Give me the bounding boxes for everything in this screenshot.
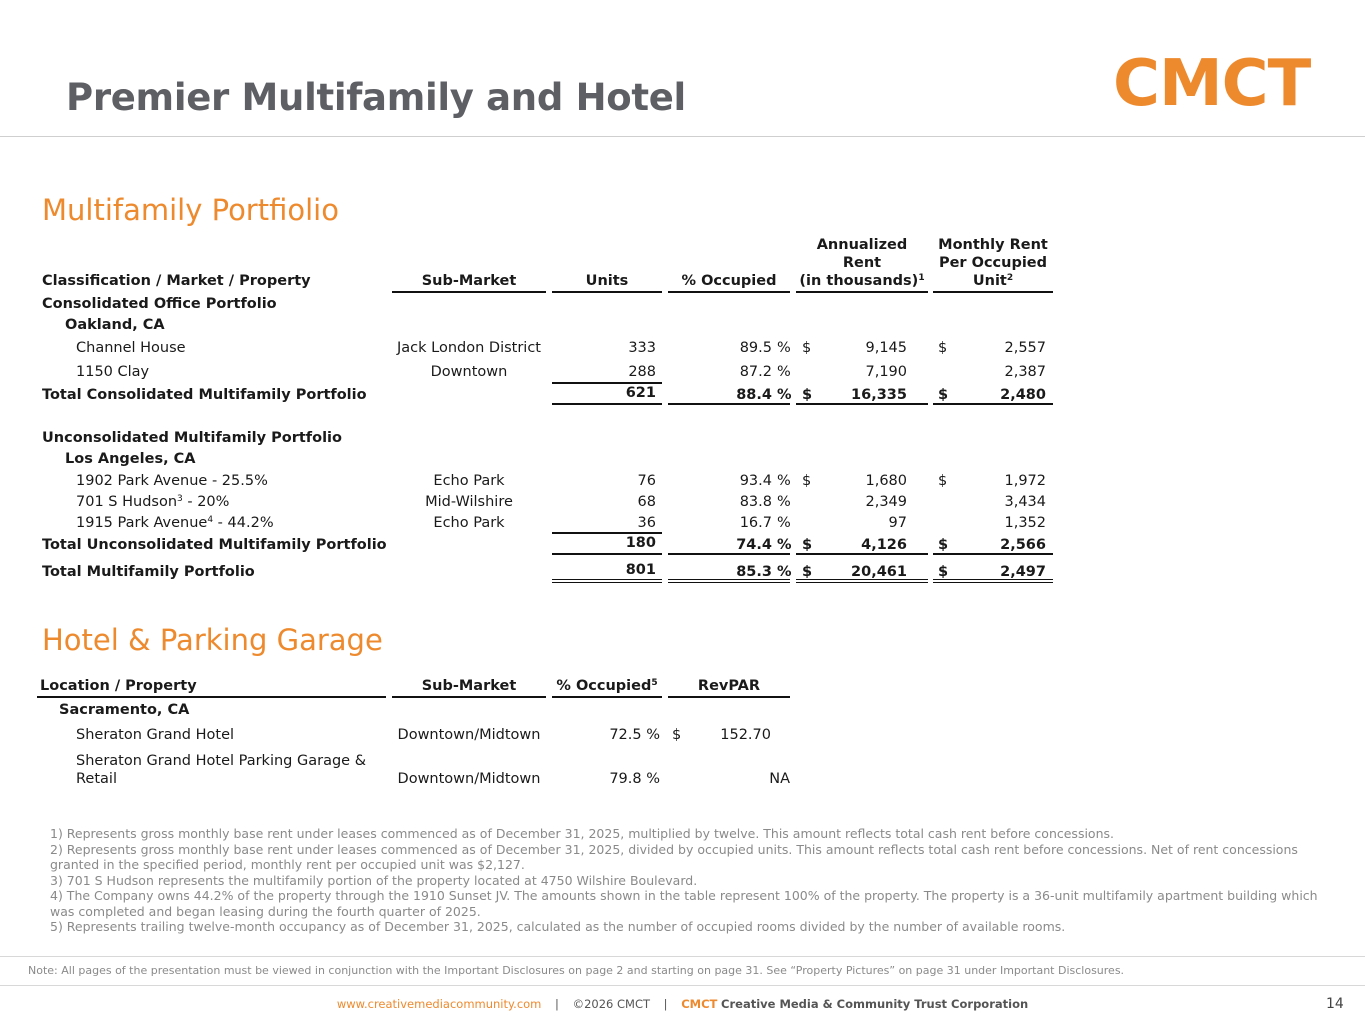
footer	[0, 997, 1365, 1011]
percent-sign: %	[777, 564, 792, 580]
annualized-rent: 1,680	[865, 473, 907, 489]
dollar-sign: $	[672, 727, 682, 743]
header-annualized-line1: Annualized	[816, 237, 908, 253]
header-classification: Classification / Market / Property	[42, 273, 311, 289]
property-name: Sheraton Grand Hotel	[76, 727, 235, 743]
units: 288	[628, 364, 656, 380]
dollar-sign: $	[938, 537, 949, 553]
total-underline	[933, 403, 1053, 405]
monthly-rent: 2,480	[1000, 387, 1046, 403]
total-underline	[668, 403, 790, 405]
monthly-rent: 3,434	[1004, 494, 1046, 510]
header-monthly-line3: Unit$^2$	[972, 273, 1014, 289]
hotel-header-sub-market: Sub-Market	[421, 678, 517, 694]
header-divider	[0, 136, 1365, 137]
header-monthly-line2: Per Occupied	[938, 255, 1048, 271]
footnotes	[50, 826, 1330, 935]
annualized-rent: 16,335	[851, 387, 907, 403]
header-underline	[796, 291, 928, 293]
header-underline	[552, 291, 662, 293]
note-divider	[0, 956, 1365, 957]
grand-total-double-line	[796, 579, 928, 583]
sub-market: Mid-Wilshire	[425, 494, 513, 510]
monthly-rent: 2,387	[1004, 364, 1046, 380]
hotel-header-underline	[552, 696, 662, 698]
total-underline	[668, 553, 790, 555]
monthly-rent: 2,566	[1000, 537, 1046, 553]
grand-total-double-line	[933, 579, 1053, 583]
dollar-sign: $	[938, 387, 949, 403]
annualized-rent: 97	[888, 515, 907, 531]
annualized-rent: 9,145	[865, 340, 907, 356]
dollar-sign: $	[802, 387, 813, 403]
monthly-rent: 1,972	[1004, 473, 1046, 489]
percent-sign: %	[777, 537, 792, 553]
dollar-sign: $	[938, 564, 949, 580]
property-name-line2: Retail	[76, 771, 117, 787]
percent-sign: %	[777, 340, 791, 356]
sub-market: Echo Park	[433, 473, 505, 489]
occupied: 89.5	[739, 340, 772, 356]
property-name: 1150 Clay	[76, 364, 150, 380]
footer-separator: |	[555, 997, 559, 1011]
percent-sign: %	[777, 494, 791, 510]
hotel-header-underline	[668, 696, 790, 698]
disclosure-note: Note: All pages of the presentation must be viewed in conjunction with the Important Disclosures on page 2 and starting on page 31. See “Property Pictures” on page 31 under Important Disclosures.	[28, 964, 1125, 977]
footer-brand: CMCT	[681, 997, 718, 1011]
units: 801	[625, 562, 656, 578]
total-underline	[552, 553, 662, 555]
header-underline	[392, 291, 546, 293]
footnote: 5) Represents trailing twelve-month occupancy as of December 31, 2025, calculated as the number of occupied rooms divided by the number of available rooms.	[50, 919, 1066, 934]
hotel-header-revpar: RevPAR	[697, 678, 761, 694]
sub-market: Jack London District	[397, 340, 541, 356]
percent-sign: %	[777, 387, 792, 403]
monthly-rent: 2,497	[1000, 564, 1046, 580]
total-label: Total Unconsolidated Multifamily Portfolio	[42, 537, 387, 553]
hotel-header-occupied: % Occupied$^5$	[556, 678, 658, 694]
dollar-sign: $	[802, 537, 813, 553]
hotel-header-underline	[392, 696, 546, 698]
monthly-rent: 1,352	[1004, 515, 1046, 531]
total-underline	[796, 403, 928, 405]
header-monthly-line1: Monthly Rent	[938, 237, 1048, 253]
footnote: 2) Represents gross monthly base rent under leases commenced as of December 31, 2025, divided by occupied units. This amount reflects total cash rent before concessions. Net of rent concessions granted in the specified period, monthly rent per occupied unit was $2,127.	[50, 841, 1298, 872]
header-occupied: % Occupied	[681, 273, 777, 289]
occupied: 85.3	[736, 564, 772, 580]
total-underline	[796, 553, 928, 555]
units: 333	[628, 340, 656, 356]
footer-separator: |	[663, 997, 668, 1011]
header-underline	[933, 291, 1053, 293]
dollar-sign: $	[802, 473, 812, 489]
header-annualized-line2: Rent	[842, 255, 882, 271]
total-underline	[933, 553, 1053, 555]
group-label: Consolidated Office Portfolio	[42, 296, 277, 312]
property-name: 1915 Park Avenue$^4$ - 44.2%	[76, 515, 274, 531]
page-title: Premier Multifamily and Hotel	[66, 76, 686, 119]
revpar: 152.70	[720, 727, 771, 743]
occupied: 72.5 %	[609, 727, 660, 743]
header-units: Units	[585, 273, 629, 289]
header-annualized-line3: (in thousands)$^1$	[799, 273, 925, 289]
percent-sign: %	[777, 473, 791, 489]
property-name: 1902 Park Avenue - 25.5%	[76, 473, 268, 489]
grand-total-double-line	[552, 579, 662, 583]
hotel-header-underline	[37, 696, 386, 698]
footnote: 3) 701 S Hudson represents the multifamily portion of the property located at 4750 Wilshire Boulevard.	[50, 872, 698, 888]
property-name-line1: Sheraton Grand Hotel Parking Garage &	[76, 753, 366, 769]
occupied: 79.8 %	[609, 771, 660, 787]
sub-market: Downtown/Midtown	[397, 771, 541, 787]
occupied: 16.7	[739, 515, 772, 531]
market-label: Los Angeles, CA	[65, 451, 196, 467]
monthly-rent: 2,557	[1004, 340, 1046, 356]
occupied: 74.4	[736, 537, 772, 553]
total-underline	[552, 403, 662, 405]
total-label: Total Consolidated Multifamily Portfolio	[42, 387, 367, 403]
percent-sign: %	[777, 515, 791, 531]
copyright: ©2026 CMCT	[572, 997, 651, 1011]
dollar-sign: $	[802, 340, 812, 356]
units: 36	[637, 515, 656, 531]
page-number: 14	[1326, 996, 1344, 1012]
annualized-rent: 2,349	[865, 494, 907, 510]
hotel-section-title: Hotel & Parking Garage	[42, 623, 383, 657]
footer-company: Creative Media & Community Trust Corporation	[721, 997, 1029, 1011]
website-link[interactable]: www.creativemediacommunity.com	[336, 997, 542, 1011]
property-name: Channel House	[76, 340, 186, 356]
dollar-sign: $	[938, 340, 948, 356]
header-sub-market: Sub-Market	[421, 273, 517, 289]
revpar: NA	[769, 771, 790, 787]
annualized-rent: 20,461	[851, 564, 907, 580]
header-underline	[668, 291, 790, 293]
grand-total-label: Total Multifamily Portfolio	[42, 564, 255, 580]
percent-sign: %	[777, 364, 791, 380]
sub-market: Echo Park	[433, 515, 505, 531]
multifamily-section-title: Multifamily Portfiolio	[42, 193, 339, 227]
hotel-header-location: Location / Property	[40, 678, 197, 694]
units: 621	[625, 385, 656, 401]
market-label: Sacramento, CA	[59, 702, 190, 718]
footnote: 4) The Company owns 44.2% of the property through the 1910 Sunset JV. The amounts shown in the table represent 100% of the property. The property is a 36-unit multifamily apartment building which was completed and began leasing during the fourth quarter of 2025.	[50, 888, 1318, 919]
sub-market: Downtown	[430, 364, 508, 380]
units: 76	[637, 473, 656, 489]
occupied: 83.8	[739, 494, 772, 510]
footnote: 1) Represents gross monthly base rent under leases commenced as of December 31, 2025, multiplied by twelve. This amount reflects total cash rent before concessions.	[50, 826, 1114, 841]
occupied: 88.4	[736, 387, 772, 403]
property-name: 701 S Hudson$^3$ - 20%	[76, 494, 230, 510]
footer-divider	[0, 985, 1365, 986]
occupied: 93.4	[739, 473, 772, 489]
grand-total-double-line	[668, 579, 790, 583]
units: 180	[625, 535, 656, 551]
sub-market: Downtown/Midtown	[397, 727, 541, 743]
occupied: 87.2	[739, 364, 772, 380]
group-label: Unconsolidated Multifamily Portfolio	[42, 430, 342, 446]
dollar-sign: $	[802, 564, 813, 580]
cmct-logo: CMCT	[1113, 47, 1311, 121]
dollar-sign: $	[938, 473, 948, 489]
annualized-rent: 4,126	[861, 537, 907, 553]
units: 68	[637, 494, 656, 510]
annualized-rent: 7,190	[865, 364, 907, 380]
market-label: Oakland, CA	[65, 317, 165, 333]
